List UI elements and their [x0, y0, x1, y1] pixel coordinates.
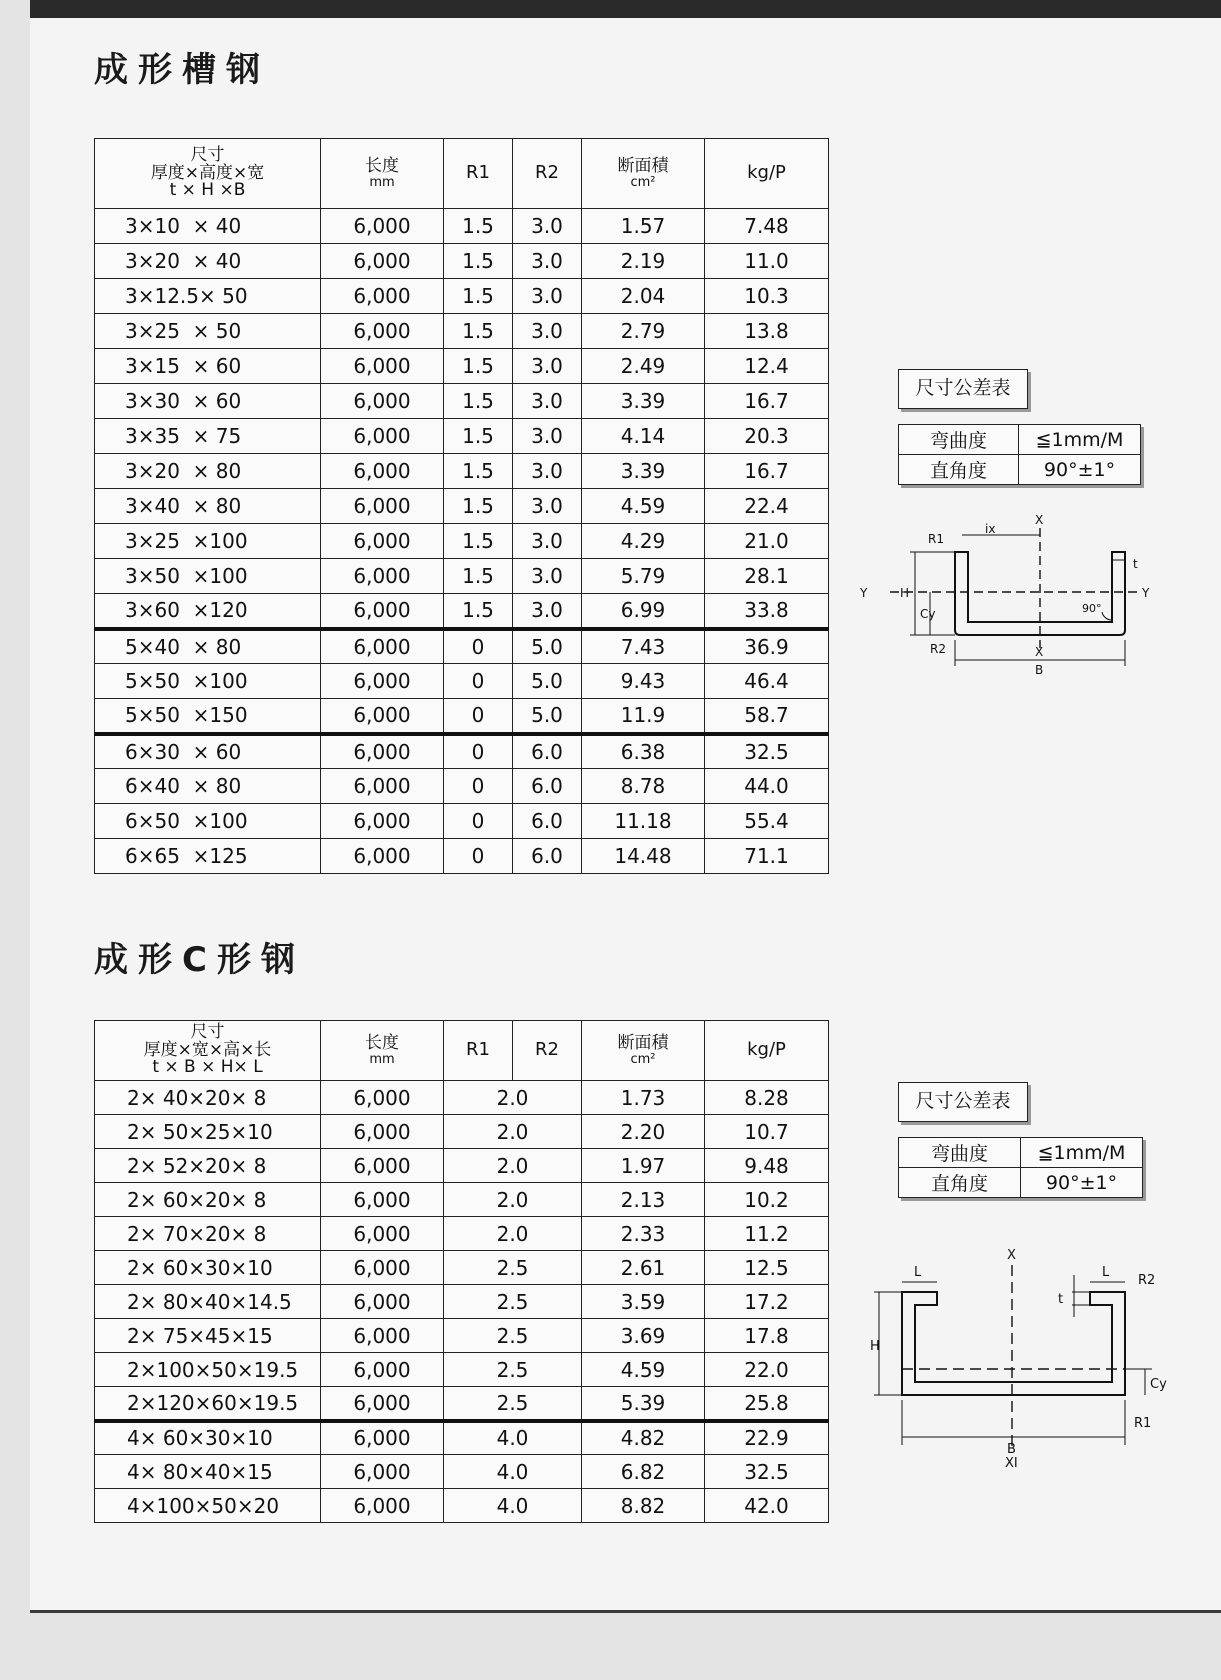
- cell-size: 3×12.5× 50: [95, 279, 321, 314]
- table-row: [95, 524, 829, 559]
- diagram-r2-label: R2: [1138, 1273, 1156, 1288]
- table-row: [95, 454, 829, 489]
- table-row: [95, 1251, 829, 1285]
- header-r2: R2: [513, 139, 582, 209]
- channel-section-title: 成形槽钢: [94, 50, 270, 90]
- cell-length: 6,000: [321, 1387, 444, 1421]
- cell-length: 6,000: [321, 629, 444, 664]
- diagram-l-left-label: L: [914, 1265, 922, 1280]
- cell-size: 3×25 ×100: [95, 524, 321, 559]
- cell-r2: 3.0: [513, 349, 582, 384]
- cell-size: 3×35 × 75: [95, 419, 321, 454]
- table-row: [95, 1319, 829, 1353]
- tolerance-value: ≦1mm/M: [1021, 1138, 1143, 1168]
- tolerance-row: [899, 455, 1141, 485]
- cell-r2: 5.0: [513, 629, 582, 664]
- table-row: [95, 1285, 829, 1319]
- cell-r2: 3.0: [513, 524, 582, 559]
- cell-size: 5×50 ×150: [95, 699, 321, 734]
- diagram-y-left-label: Y: [860, 586, 868, 600]
- cell-r: 2.0: [444, 1081, 582, 1115]
- cell-r1: 1.5: [444, 314, 513, 349]
- cell-weight: 32.5: [705, 1455, 829, 1489]
- header-length: 长度 mm: [321, 139, 444, 209]
- diagram-y-right-label: Y: [1142, 586, 1150, 600]
- diagram-l-right-label: L: [1102, 1265, 1110, 1280]
- diagram-angle-label: 90°: [1082, 602, 1102, 615]
- cell-length: 6,000: [321, 699, 444, 734]
- cell-r1: 1.5: [444, 384, 513, 419]
- tolerance-row: [899, 1138, 1143, 1168]
- diagram-h-label: H: [870, 1339, 880, 1354]
- cell-area: 1.57: [582, 209, 705, 244]
- cell-length: 6,000: [321, 454, 444, 489]
- cell-length: 6,000: [321, 839, 444, 874]
- cell-area: 1.73: [582, 1081, 705, 1115]
- cell-r2: 3.0: [513, 454, 582, 489]
- cell-r2: 3.0: [513, 279, 582, 314]
- cell-length: 6,000: [321, 349, 444, 384]
- cell-length: 6,000: [321, 664, 444, 699]
- cell-r: 2.0: [444, 1115, 582, 1149]
- channel-tolerance-label: 尺寸公差表: [898, 369, 1028, 409]
- header-weight: kg/P: [705, 139, 829, 209]
- cell-r: 2.5: [444, 1387, 582, 1421]
- tolerance-name: 直角度: [899, 455, 1019, 485]
- diagram-b-label: B: [1035, 663, 1044, 677]
- cell-area: 2.19: [582, 244, 705, 279]
- cell-weight: 58.7: [705, 699, 829, 734]
- cell-r2: 3.0: [513, 594, 582, 629]
- cell-r1: 1.5: [444, 419, 513, 454]
- table-row: [95, 209, 829, 244]
- cell-size: 6×50 ×100: [95, 804, 321, 839]
- table-row: [95, 384, 829, 419]
- c-channel-spec-table: [94, 1020, 829, 1523]
- cell-r2: 3.0: [513, 384, 582, 419]
- cell-length: 6,000: [321, 594, 444, 629]
- cell-weight: 7.48: [705, 209, 829, 244]
- diagram-r1-label: R1: [928, 532, 944, 546]
- diagram-b-label: B: [1007, 1442, 1016, 1457]
- tolerance-name: 弯曲度: [899, 1138, 1021, 1168]
- cell-area: 5.79: [582, 559, 705, 594]
- cell-r1: 0: [444, 734, 513, 769]
- diagram-cy-label: Cy: [920, 607, 936, 621]
- cell-weight: 8.28: [705, 1081, 829, 1115]
- c-channel-tolerance-label: 尺寸公差表: [898, 1082, 1028, 1122]
- cell-r: 2.5: [444, 1353, 582, 1387]
- header-size: 尺寸 厚度×高度×宽 t × H ×B: [95, 139, 321, 209]
- diagram-x-top-label: X: [1007, 1248, 1016, 1263]
- tolerance-row: [899, 425, 1141, 455]
- table-row: [95, 1115, 829, 1149]
- cell-weight: 11.2: [705, 1217, 829, 1251]
- cell-size: 4× 60×30×10: [95, 1421, 321, 1455]
- cell-length: 6,000: [321, 209, 444, 244]
- cell-weight: 28.1: [705, 559, 829, 594]
- cell-size: 2× 40×20× 8: [95, 1081, 321, 1115]
- top-border: [30, 0, 1221, 18]
- cell-r1: 0: [444, 699, 513, 734]
- cell-length: 6,000: [321, 1217, 444, 1251]
- cell-size: 2×120×60×19.5: [95, 1387, 321, 1421]
- bottom-border: [30, 1610, 1221, 1613]
- cell-area: 4.14: [582, 419, 705, 454]
- header-area: 断面積 cm²: [582, 1021, 705, 1081]
- cell-size: 3×10 × 40: [95, 209, 321, 244]
- tolerance-value: 90°±1°: [1019, 455, 1141, 485]
- cell-weight: 71.1: [705, 839, 829, 874]
- table-row: [95, 1421, 829, 1455]
- cell-r1: 1.5: [444, 524, 513, 559]
- cell-r2: 6.0: [513, 839, 582, 874]
- cell-size: 6×65 ×125: [95, 839, 321, 874]
- cell-r2: 3.0: [513, 209, 582, 244]
- cell-size: 2× 80×40×14.5: [95, 1285, 321, 1319]
- cell-r1: 0: [444, 839, 513, 874]
- diagram-t-label: t: [1133, 557, 1138, 571]
- cell-weight: 13.8: [705, 314, 829, 349]
- cell-size: 2× 52×20× 8: [95, 1149, 321, 1183]
- diagram-x-top-label: X: [1035, 513, 1044, 527]
- cell-area: 2.79: [582, 314, 705, 349]
- cell-length: 6,000: [321, 384, 444, 419]
- cell-r1: 1.5: [444, 209, 513, 244]
- cell-length: 6,000: [321, 559, 444, 594]
- cell-r1: 0: [444, 664, 513, 699]
- cell-length: 6,000: [321, 1353, 444, 1387]
- table-row: [95, 1387, 829, 1421]
- header-length: 长度 mm: [321, 1021, 444, 1081]
- cell-length: 6,000: [321, 244, 444, 279]
- cell-weight: 22.4: [705, 489, 829, 524]
- cell-size: 6×30 × 60: [95, 734, 321, 769]
- table-row: [95, 1489, 829, 1523]
- table-row: [95, 1353, 829, 1387]
- table-row: [95, 1183, 829, 1217]
- table-row: [95, 804, 829, 839]
- cell-weight: 42.0: [705, 1489, 829, 1523]
- cell-area: 4.82: [582, 1421, 705, 1455]
- header-weight: kg/P: [705, 1021, 829, 1081]
- cell-weight: 10.7: [705, 1115, 829, 1149]
- cell-area: 2.33: [582, 1217, 705, 1251]
- table-row: [95, 734, 829, 769]
- cell-weight: 22.9: [705, 1421, 829, 1455]
- cell-area: 5.39: [582, 1387, 705, 1421]
- cell-size: 3×30 × 60: [95, 384, 321, 419]
- cell-r: 4.0: [444, 1421, 582, 1455]
- cell-weight: 21.0: [705, 524, 829, 559]
- cell-area: 6.99: [582, 594, 705, 629]
- table-row: [95, 279, 829, 314]
- c-channel-tolerance-table: [898, 1137, 1143, 1198]
- header-size: 尺寸 厚度×宽×高×长 t × B × H× L: [95, 1021, 321, 1081]
- cell-r2: 6.0: [513, 804, 582, 839]
- table-row: [95, 769, 829, 804]
- cell-r2: 3.0: [513, 489, 582, 524]
- cell-length: 6,000: [321, 1421, 444, 1455]
- cell-area: 2.13: [582, 1183, 705, 1217]
- cell-r: 4.0: [444, 1455, 582, 1489]
- table-row: [95, 664, 829, 699]
- cell-weight: 32.5: [705, 734, 829, 769]
- cell-r1: 1.5: [444, 594, 513, 629]
- cell-length: 6,000: [321, 1251, 444, 1285]
- diagram-t-label: t: [1058, 1292, 1064, 1307]
- tolerance-value: 90°±1°: [1021, 1168, 1143, 1198]
- cell-area: 3.59: [582, 1285, 705, 1319]
- cell-r2: 3.0: [513, 559, 582, 594]
- cell-weight: 9.48: [705, 1149, 829, 1183]
- cell-r2: 3.0: [513, 314, 582, 349]
- cell-size: 5×40 × 80: [95, 629, 321, 664]
- cell-r1: 1.5: [444, 454, 513, 489]
- cell-length: 6,000: [321, 279, 444, 314]
- cell-size: 2× 60×20× 8: [95, 1183, 321, 1217]
- cell-size: 3×60 ×120: [95, 594, 321, 629]
- cell-area: 3.39: [582, 384, 705, 419]
- cell-area: 4.59: [582, 489, 705, 524]
- cell-size: 2× 60×30×10: [95, 1251, 321, 1285]
- c-channel-header-row: [95, 1021, 829, 1081]
- cell-size: 2× 70×20× 8: [95, 1217, 321, 1251]
- cell-length: 6,000: [321, 1115, 444, 1149]
- c-channel-section-title: 成形C形钢: [94, 940, 305, 980]
- cell-length: 6,000: [321, 489, 444, 524]
- table-row: [95, 1455, 829, 1489]
- cell-size: 3×20 × 80: [95, 454, 321, 489]
- diagram-r1-label: R1: [1134, 1416, 1152, 1431]
- cell-size: 2× 75×45×15: [95, 1319, 321, 1353]
- cell-length: 6,000: [321, 524, 444, 559]
- table-row: [95, 489, 829, 524]
- table-row: [95, 1081, 829, 1115]
- cell-area: 1.97: [582, 1149, 705, 1183]
- header-area: 断面積 cm²: [582, 139, 705, 209]
- cell-weight: 16.7: [705, 384, 829, 419]
- cell-length: 6,000: [321, 734, 444, 769]
- cell-weight: 25.8: [705, 1387, 829, 1421]
- cell-length: 6,000: [321, 1455, 444, 1489]
- cell-size: 4× 80×40×15: [95, 1455, 321, 1489]
- cell-area: 6.38: [582, 734, 705, 769]
- cell-r: 2.0: [444, 1183, 582, 1217]
- cell-r1: 0: [444, 629, 513, 664]
- tolerance-row: [899, 1168, 1143, 1198]
- cell-weight: 20.3: [705, 419, 829, 454]
- cell-area: 4.29: [582, 524, 705, 559]
- table-row: [95, 419, 829, 454]
- cell-r1: 1.5: [444, 349, 513, 384]
- cell-r: 2.0: [444, 1217, 582, 1251]
- cell-size: 2× 50×25×10: [95, 1115, 321, 1149]
- cell-weight: 16.7: [705, 454, 829, 489]
- cell-area: 6.82: [582, 1455, 705, 1489]
- channel-header-row: [95, 139, 829, 209]
- diagram-r2-label: R2: [930, 642, 946, 656]
- diagram-cy-label: Cy: [1150, 1377, 1167, 1392]
- header-r1: R1: [444, 139, 513, 209]
- cell-area: 11.9: [582, 699, 705, 734]
- cell-r2: 3.0: [513, 244, 582, 279]
- cell-length: 6,000: [321, 314, 444, 349]
- channel-section-diagram: [850, 510, 1160, 685]
- cell-area: 2.20: [582, 1115, 705, 1149]
- cell-size: 3×15 × 60: [95, 349, 321, 384]
- diagram-h-label: H: [900, 586, 910, 600]
- cell-weight: 46.4: [705, 664, 829, 699]
- c-channel-section-diagram: [862, 1245, 1182, 1470]
- cell-r1: 1.5: [444, 489, 513, 524]
- table-row: [95, 699, 829, 734]
- cell-size: 3×20 × 40: [95, 244, 321, 279]
- cell-r: 2.0: [444, 1149, 582, 1183]
- cell-r2: 5.0: [513, 699, 582, 734]
- cell-size: 2×100×50×19.5: [95, 1353, 321, 1387]
- cell-length: 6,000: [321, 1489, 444, 1523]
- header-r1: R1: [444, 1021, 513, 1081]
- cell-area: 7.43: [582, 629, 705, 664]
- table-row: [95, 314, 829, 349]
- cell-size: 3×40 × 80: [95, 489, 321, 524]
- cell-length: 6,000: [321, 1319, 444, 1353]
- tolerance-name: 弯曲度: [899, 425, 1019, 455]
- cell-area: 11.18: [582, 804, 705, 839]
- cell-weight: 55.4: [705, 804, 829, 839]
- cell-length: 6,000: [321, 1183, 444, 1217]
- cell-weight: 11.0: [705, 244, 829, 279]
- cell-r2: 6.0: [513, 734, 582, 769]
- cell-weight: 17.2: [705, 1285, 829, 1319]
- cell-weight: 33.8: [705, 594, 829, 629]
- table-row: [95, 839, 829, 874]
- tolerance-value: ≦1mm/M: [1019, 425, 1141, 455]
- table-row: [95, 559, 829, 594]
- tolerance-name: 直角度: [899, 1168, 1021, 1198]
- cell-area: 3.39: [582, 454, 705, 489]
- cell-size: 3×25 × 50: [95, 314, 321, 349]
- cell-r2: 3.0: [513, 419, 582, 454]
- cell-weight: 10.2: [705, 1183, 829, 1217]
- cell-length: 6,000: [321, 1081, 444, 1115]
- cell-r: 2.5: [444, 1251, 582, 1285]
- cell-r1: 1.5: [444, 244, 513, 279]
- channel-tolerance-table: [898, 424, 1141, 485]
- cell-weight: 12.4: [705, 349, 829, 384]
- cell-area: 2.04: [582, 279, 705, 314]
- cell-area: 2.49: [582, 349, 705, 384]
- cell-area: 8.82: [582, 1489, 705, 1523]
- cell-area: 4.59: [582, 1353, 705, 1387]
- cell-weight: 22.0: [705, 1353, 829, 1387]
- cell-length: 6,000: [321, 1149, 444, 1183]
- header-r2: R2: [513, 1021, 582, 1081]
- cell-length: 6,000: [321, 769, 444, 804]
- diagram-x-bottom-label: X: [1035, 645, 1044, 659]
- cell-weight: 44.0: [705, 769, 829, 804]
- table-row: [95, 594, 829, 629]
- channel-spec-table: [94, 138, 829, 874]
- cell-r1: 1.5: [444, 279, 513, 314]
- cell-r1: 0: [444, 769, 513, 804]
- table-row: [95, 1149, 829, 1183]
- table-row: [95, 629, 829, 664]
- cell-weight: 17.8: [705, 1319, 829, 1353]
- cell-area: 8.78: [582, 769, 705, 804]
- cell-r2: 6.0: [513, 769, 582, 804]
- cell-size: 4×100×50×20: [95, 1489, 321, 1523]
- cell-weight: 12.5: [705, 1251, 829, 1285]
- cell-length: 6,000: [321, 804, 444, 839]
- cell-r: 2.5: [444, 1285, 582, 1319]
- cell-r1: 0: [444, 804, 513, 839]
- cell-size: 5×50 ×100: [95, 664, 321, 699]
- cell-area: 9.43: [582, 664, 705, 699]
- cell-r1: 1.5: [444, 559, 513, 594]
- cell-r2: 5.0: [513, 664, 582, 699]
- cell-weight: 36.9: [705, 629, 829, 664]
- cell-length: 6,000: [321, 419, 444, 454]
- cell-area: 3.69: [582, 1319, 705, 1353]
- table-row: [95, 244, 829, 279]
- table-row: [95, 349, 829, 384]
- diagram-x-bottom-label: XI: [1005, 1456, 1018, 1470]
- cell-size: 3×50 ×100: [95, 559, 321, 594]
- diagram-ix-label: ix: [985, 522, 996, 536]
- cell-length: 6,000: [321, 1285, 444, 1319]
- cell-area: 2.61: [582, 1251, 705, 1285]
- cell-weight: 10.3: [705, 279, 829, 314]
- cell-area: 14.48: [582, 839, 705, 874]
- table-row: [95, 1217, 829, 1251]
- cell-size: 6×40 × 80: [95, 769, 321, 804]
- cell-r: 2.5: [444, 1319, 582, 1353]
- cell-r: 4.0: [444, 1489, 582, 1523]
